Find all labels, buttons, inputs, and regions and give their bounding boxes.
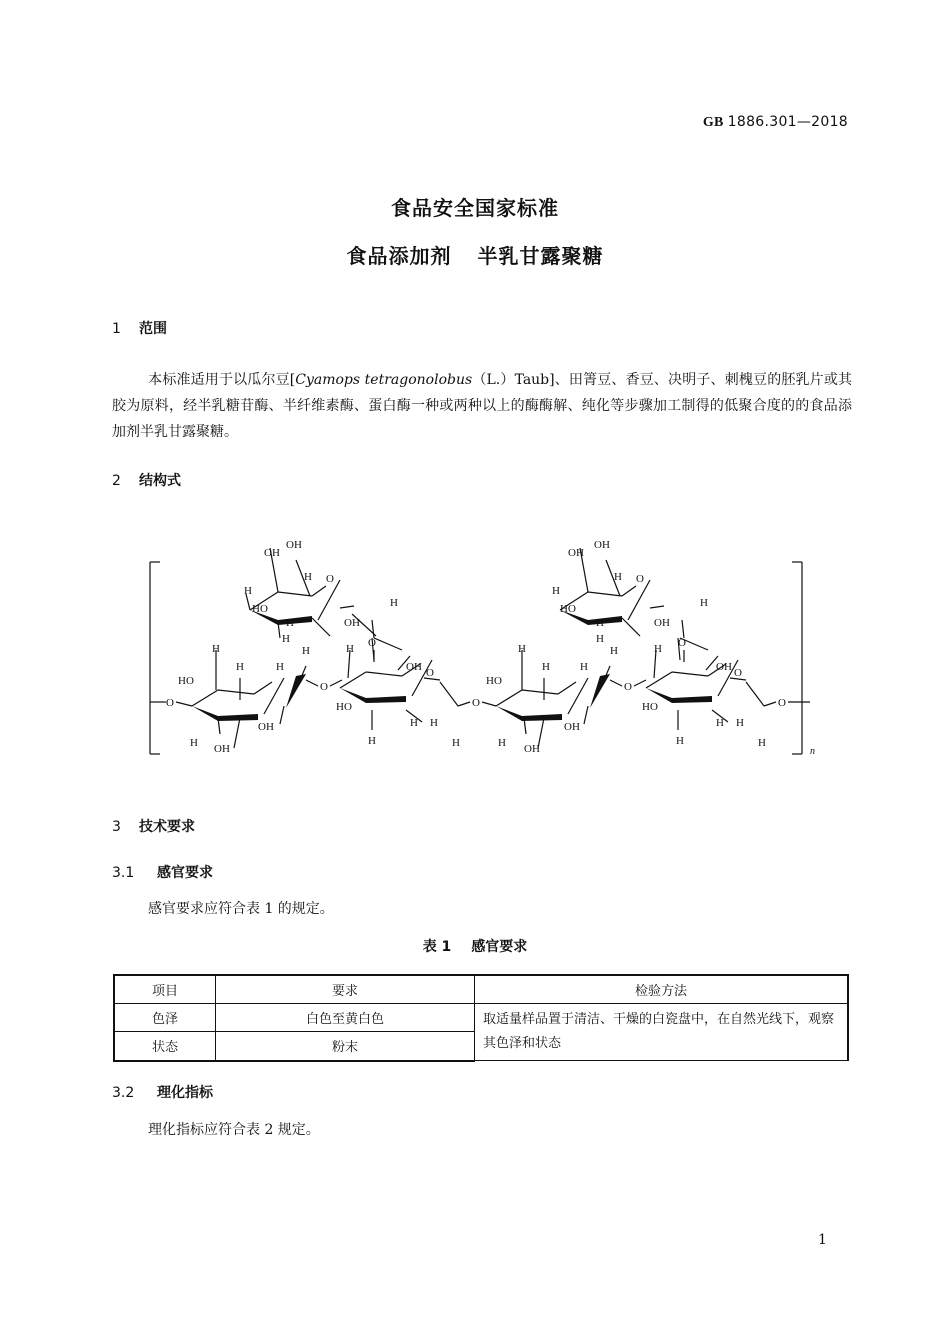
o-label: O [326, 573, 334, 585]
ring-wedge [218, 714, 258, 721]
h-label: H [302, 645, 310, 657]
glycosidic-bond [610, 680, 622, 686]
ring-wedge [366, 696, 406, 703]
h-label: H [498, 737, 506, 749]
substituent-bond [584, 706, 588, 724]
ring-bond [646, 672, 672, 688]
ring-bond [254, 682, 272, 694]
substituent-bond [650, 606, 664, 608]
page-number: 1 [818, 1232, 827, 1248]
section-3-2-heading: 3.2 理化指标 [112, 1085, 213, 1101]
glycosidic-bond [330, 680, 342, 686]
ring-wedge [192, 706, 218, 721]
substituent-bond [340, 606, 354, 608]
table-cell: 粉末 [216, 1032, 475, 1061]
table-header-cell: 项目 [114, 975, 216, 1004]
ring-bond [672, 672, 708, 676]
ring-bond [340, 672, 366, 688]
h-label: H [236, 661, 244, 673]
substituent-bond [234, 718, 240, 748]
chain-bond [176, 702, 192, 706]
h-label: H [452, 737, 460, 749]
o-label: O [734, 667, 742, 679]
sensory-table [113, 974, 849, 1062]
substituent-bond [374, 638, 402, 650]
ring-wedge [672, 696, 712, 703]
h-label: H [286, 617, 294, 629]
table-cell: 白色至黄白色 [216, 1004, 475, 1032]
h-label: H [346, 643, 354, 655]
ring-wedge [286, 674, 306, 708]
h-label: H [212, 643, 220, 655]
h-label: H [190, 737, 198, 749]
table-cell: 色泽 [114, 1004, 216, 1032]
oh-label: OH [286, 539, 302, 551]
ring-bond [568, 678, 588, 714]
ho-label: HO [336, 701, 352, 713]
h-label: H [282, 633, 290, 645]
table-header-row [114, 975, 848, 1004]
ring-bond [318, 580, 340, 620]
ring-bond [496, 690, 522, 706]
ring-wedge [588, 616, 622, 625]
ho-label: HO [178, 675, 194, 687]
ring-bond [628, 580, 650, 620]
title-product: 食品添加剂 半乳甘露聚糖 [346, 244, 604, 268]
section-3-2-text: 理化指标应符合表 2 规定。 [148, 1122, 320, 1138]
table-cell: 状态 [114, 1032, 216, 1061]
h-label: H [552, 585, 560, 597]
oh-label: OH [564, 721, 580, 733]
ring-wedge [522, 714, 562, 721]
section-3-1-heading: 3.1 感官要求 [112, 865, 213, 881]
ring-bond [522, 690, 558, 694]
h-label: H [542, 661, 550, 673]
h-label: H [700, 597, 708, 609]
ho-label: HO [486, 675, 502, 687]
chain-bond [482, 702, 496, 706]
h-label: H [304, 571, 312, 583]
ring-wedge [590, 674, 610, 708]
substituent-bond [440, 682, 458, 706]
ring-bond [558, 682, 576, 694]
o-label: O [636, 573, 644, 585]
oh-label: OH [524, 743, 540, 755]
section-1-heading: 1 范围 [112, 321, 167, 337]
ring-bond [264, 678, 284, 714]
substituent-bond [746, 682, 764, 706]
h-label: H [716, 717, 724, 729]
h-label: H [518, 643, 526, 655]
oh-label: OH [594, 539, 610, 551]
table-cell-method: 取适量样品置于清洁、干燥的白瓷盘中，在自然光线下，观察其色泽和状态 [475, 1004, 849, 1061]
h-label: H [368, 735, 376, 747]
h-label: H [610, 645, 618, 657]
table-header-cell: 要求 [216, 975, 475, 1004]
ring-bond [366, 672, 402, 676]
standard-code: GB 1886.301—2018 [702, 114, 848, 130]
substituent-bond [622, 618, 640, 636]
title-main: 食品安全国家标准 [391, 196, 559, 220]
h-label: H [244, 585, 252, 597]
o-label: O [472, 697, 480, 709]
o-label: O [320, 681, 328, 693]
section-2-heading: 2 结构式 [112, 473, 181, 489]
glycosidic-bond [306, 680, 318, 686]
oh-label: OH [716, 661, 732, 673]
oh-label: OH [344, 617, 360, 629]
ring-bond [278, 592, 312, 596]
ring-bond [622, 586, 636, 596]
table-1-caption: 表 1 感官要求 [422, 939, 528, 955]
h-label: H [390, 597, 398, 609]
table-header-cell: 检验方法 [475, 975, 849, 1004]
substituent-bond [312, 618, 330, 636]
h-label: H [276, 661, 284, 673]
scope-paragraph: 本标准适用于以瓜尔豆[Cyamops tetragonolobus（L.）Taub]、田箐豆、香豆、决明子、刺槐豆的胚乳片或其胶为原料，经半乳糖苷酶、半纤维素酶、蛋白酶一种或两种以上的酶酶解、纯化等步骤加工制得的低聚合度的的食品添加剂半乳甘露聚糖。 [112, 372, 852, 440]
h-label: H [430, 717, 438, 729]
ring-bond [218, 690, 254, 694]
oh-label: OH [406, 661, 422, 673]
structural-formula [140, 530, 820, 760]
glycosidic-bond [634, 680, 646, 686]
ring-bond [588, 592, 622, 596]
chain-bond [458, 702, 470, 706]
oh-label: OH [214, 743, 230, 755]
h-label: H [654, 643, 662, 655]
h-label: H [596, 633, 604, 645]
oh-label: OH [568, 547, 584, 559]
h-label: H [758, 737, 766, 749]
ring-bond [312, 586, 326, 596]
o-label: O [368, 637, 376, 649]
oh-label: OH [264, 547, 280, 559]
oh-label: OH [654, 617, 670, 629]
substituent-bond [280, 706, 284, 724]
ho-label: HO [642, 701, 658, 713]
ho-label: HO [560, 603, 576, 615]
oh-label: OH [258, 721, 274, 733]
h-label: H [410, 717, 418, 729]
ring-bond [192, 690, 218, 706]
o-label: O [426, 667, 434, 679]
section-3-heading: 3 技术要求 [112, 819, 195, 835]
h-label: H [580, 661, 588, 673]
h-label: H [596, 617, 604, 629]
h-label: H [736, 717, 744, 729]
ring-wedge [496, 706, 522, 721]
chain-bond [764, 702, 776, 706]
h-label: H [614, 571, 622, 583]
ho-label: HO [252, 603, 268, 615]
h-label: H [676, 735, 684, 747]
o-label: O [624, 681, 632, 693]
section-3-1-text: 感官要求应符合表 1 的规定。 [148, 901, 334, 917]
table-row [114, 1004, 848, 1032]
o-label: O [678, 637, 686, 649]
glycosidic-bond [372, 620, 374, 638]
glycosidic-bond [682, 620, 684, 638]
repeat-subscript: n [810, 746, 815, 757]
o-label: O [166, 697, 174, 709]
ring-wedge [278, 616, 312, 625]
o-label: O [778, 697, 786, 709]
